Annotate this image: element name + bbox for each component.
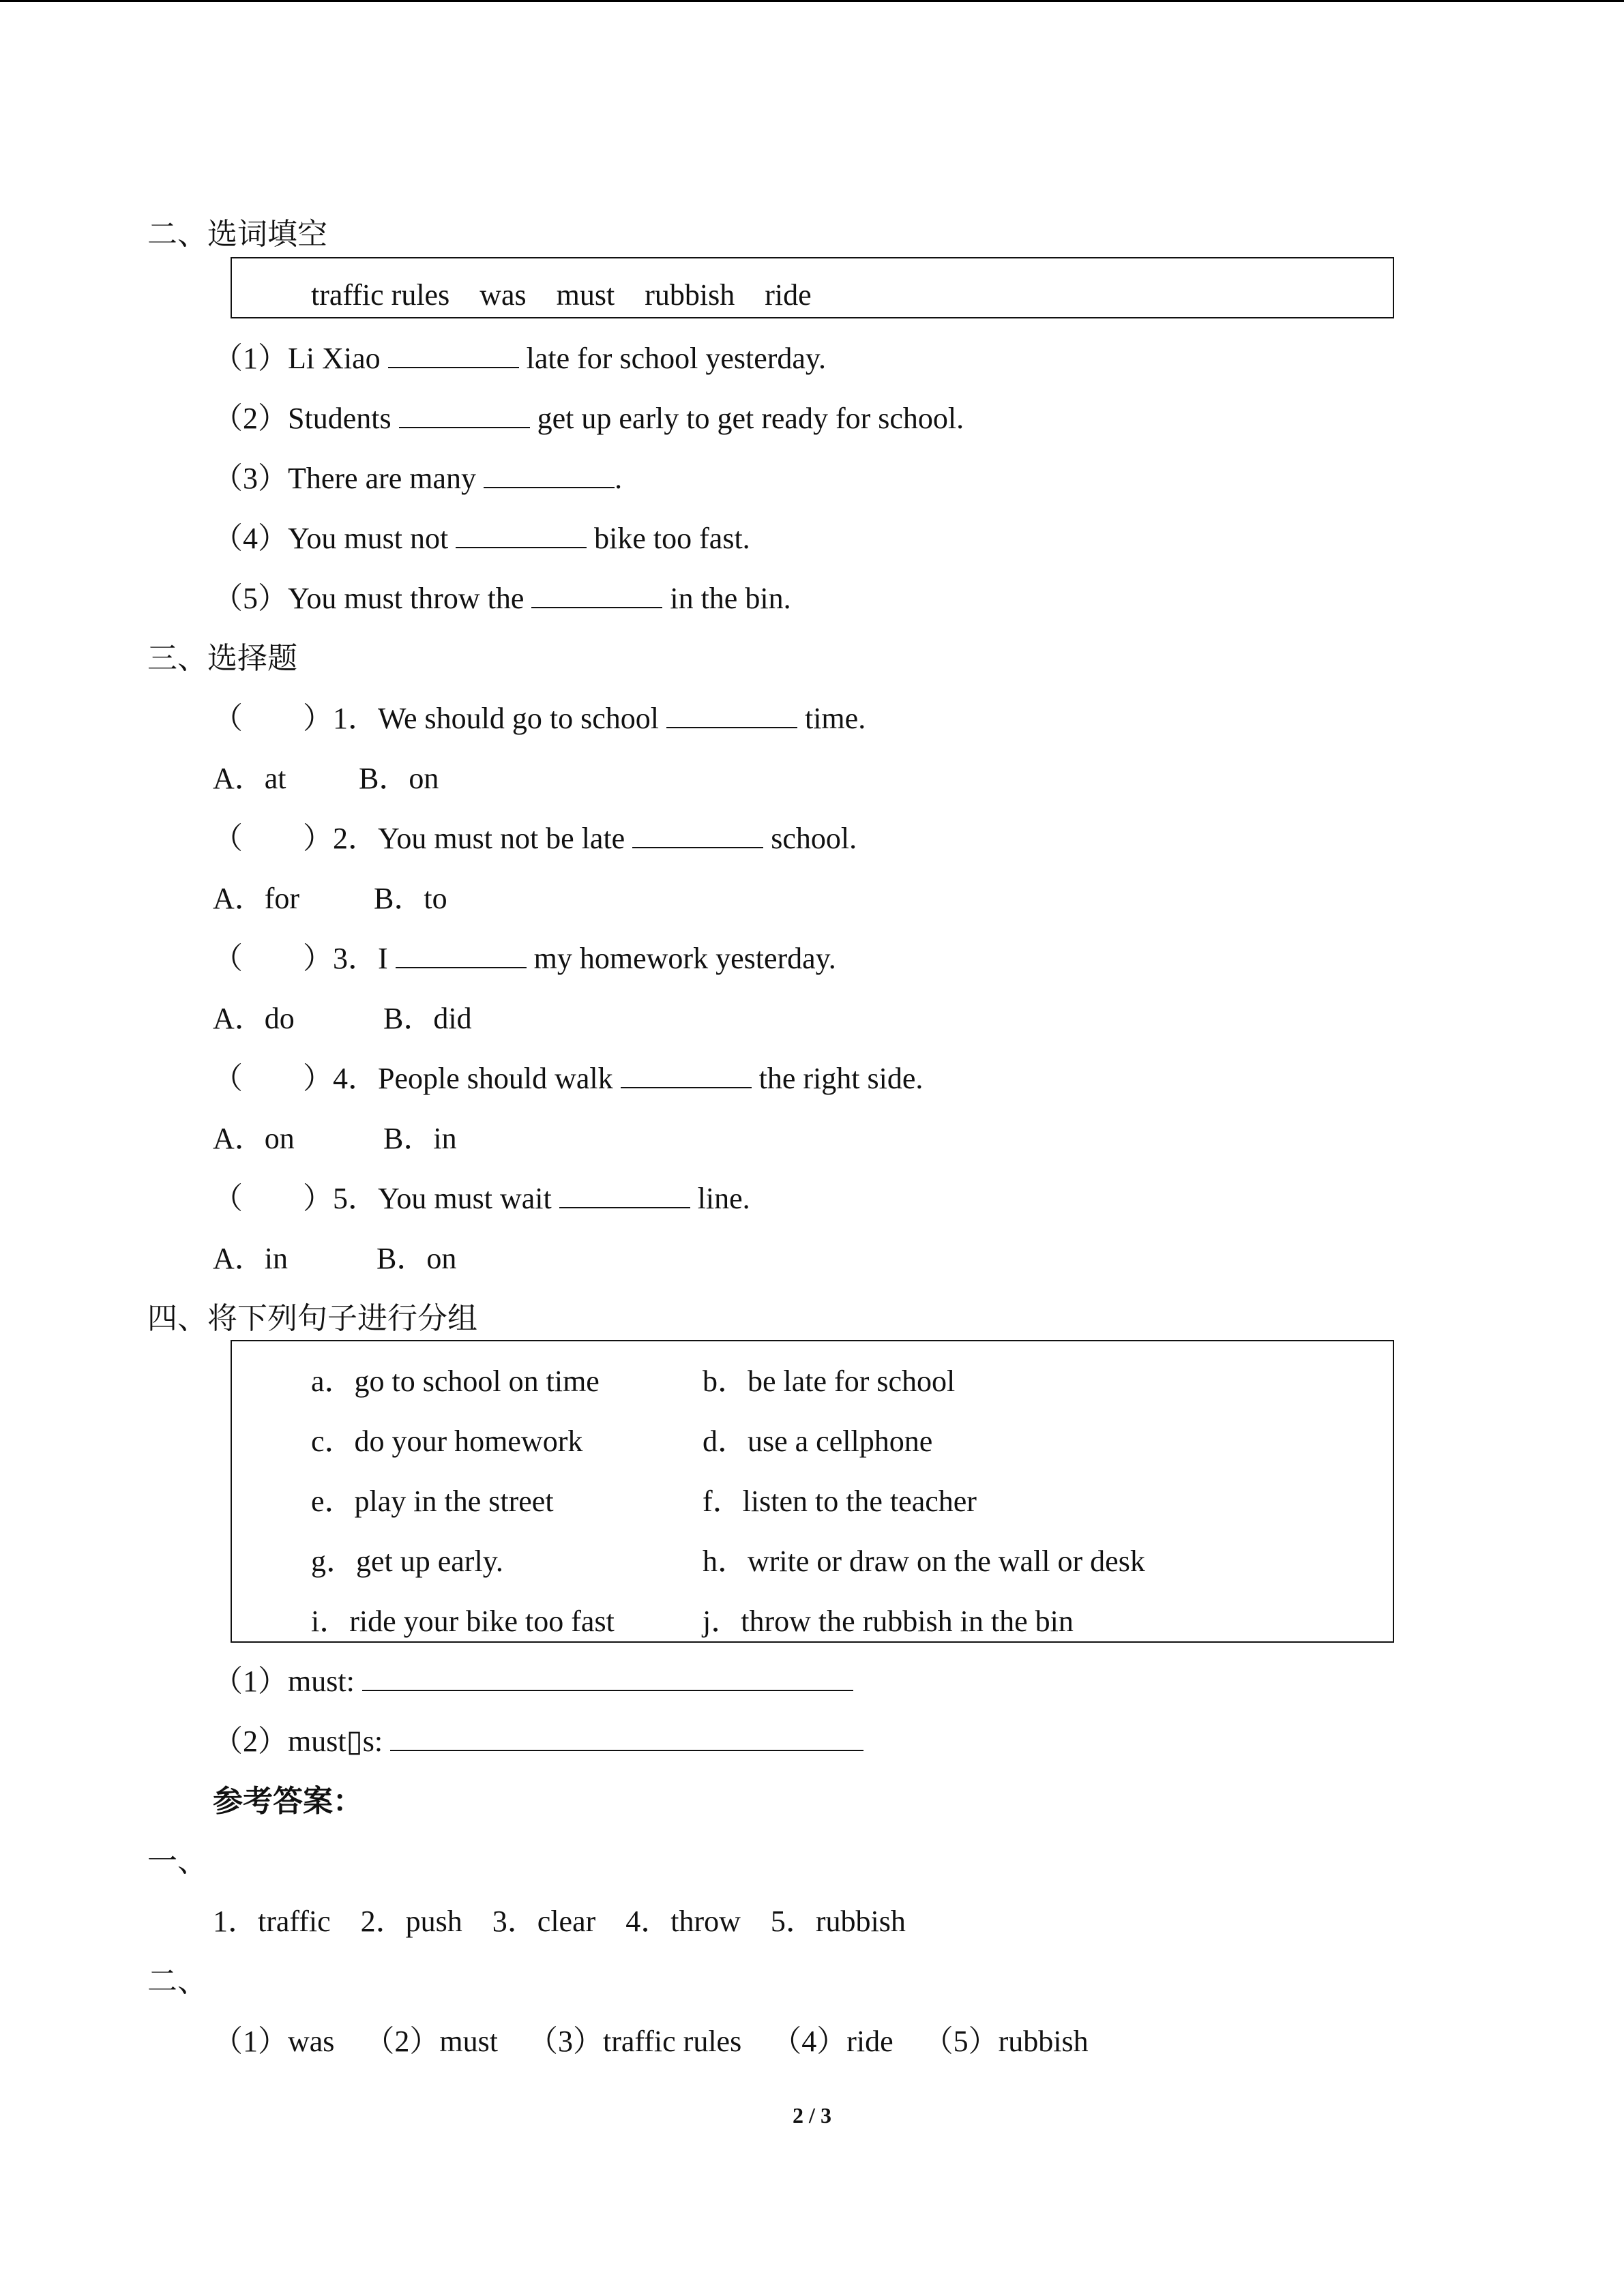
answer-blank	[531, 580, 662, 608]
question-text: You must wait	[378, 1182, 559, 1215]
mc-question-4	[213, 1058, 923, 1099]
question-text: school.	[763, 822, 857, 855]
item-number: （3）	[213, 462, 288, 495]
mc-options-1	[213, 758, 439, 799]
mc-question-2	[213, 818, 857, 859]
answer-blank	[456, 520, 587, 548]
phrase-c: c．do your homework	[311, 1425, 583, 1458]
item-text: Students	[288, 402, 399, 435]
answer-bracket: （ ）4．	[213, 1062, 378, 1095]
mc-options-4	[213, 1118, 457, 1159]
answer-blank	[621, 1060, 752, 1088]
question-text: time.	[797, 702, 866, 735]
item-text: Li Xiao	[288, 342, 388, 375]
group-answer-mustnt	[213, 1721, 863, 1762]
mc-question-5	[213, 1178, 750, 1219]
answer-part2-text: （1）was （2）must （3）traffic rules （4）ride （5）rubbish	[213, 2025, 1089, 2058]
option-b: B．to	[374, 882, 447, 915]
answer-key-title: 参考答案：	[213, 1785, 363, 1818]
answer-blank	[559, 1180, 690, 1208]
fill-item-2	[213, 398, 964, 439]
word-bank-box	[231, 257, 1394, 318]
question-text: the right side.	[751, 1062, 924, 1095]
item-number: （5）	[213, 582, 288, 615]
item-number: （1）	[213, 342, 288, 375]
section2-heading: 二、选词填空	[147, 218, 327, 251]
mc-options-2	[213, 878, 447, 919]
option-b: B．in	[383, 1122, 457, 1155]
phrase-a: a．go to school on time	[311, 1365, 600, 1398]
question-text: People should walk	[378, 1062, 621, 1095]
answer-part1-text: 1．traffic 2．push 3．clear 4．throw 5．rubbish	[213, 1905, 906, 1938]
mc-options-5	[213, 1238, 456, 1279]
phrase-i: i．ride your bike too fast	[311, 1605, 615, 1638]
answer-bracket: （ ）2．	[213, 822, 378, 855]
fill-item-5	[213, 578, 791, 619]
item-text: You must throw the	[288, 582, 532, 615]
page-number: 2 / 3	[793, 2103, 831, 2128]
answer-blank	[632, 820, 763, 848]
option-a: A．for	[213, 882, 300, 915]
phrase-e: e．play in the street	[311, 1485, 554, 1518]
answer-blank	[484, 460, 615, 488]
answer-blank	[388, 340, 519, 368]
answer-part1-label: 一、	[147, 1845, 207, 1878]
phrase-h: h．write or draw on the wall or desk	[703, 1545, 1145, 1578]
option-a: A．on	[213, 1122, 295, 1155]
question-text: I	[378, 942, 396, 975]
answer-blank	[396, 940, 527, 968]
answer-line	[362, 1663, 853, 1691]
top-border-line	[0, 0, 1624, 2]
section3-heading: 三、选择题	[147, 642, 297, 675]
option-a: A．do	[213, 1002, 295, 1035]
item-text: There are many	[288, 462, 484, 495]
group-answer-must	[213, 1661, 853, 1702]
question-text: We should go to school	[378, 702, 666, 735]
question-text: my homework yesterday.	[526, 942, 836, 975]
answer-line	[390, 1723, 863, 1751]
answer-bracket: （ ）3．	[213, 942, 378, 975]
question-text: You must not be late	[378, 822, 633, 855]
answer-blank	[399, 400, 530, 428]
question-text: line.	[690, 1182, 750, 1215]
phrase-b: b．be late for school	[703, 1365, 956, 1398]
word-bank-text: traffic rules was must rubbish ride	[311, 278, 812, 312]
option-b: B．on	[359, 762, 439, 795]
group-label: （2）must▯s:	[213, 1725, 391, 1758]
option-a: A．in	[213, 1242, 288, 1275]
item-text: .	[615, 462, 623, 495]
fill-item-4	[213, 518, 750, 559]
option-b: B．on	[377, 1242, 457, 1275]
section4-heading: 四、将下列句子进行分组	[147, 1302, 477, 1335]
item-number: （2）	[213, 402, 288, 435]
item-number: （4）	[213, 522, 288, 555]
answer-bracket: （ ）5．	[213, 1182, 378, 1215]
group-label: （1）must:	[213, 1665, 362, 1698]
phrase-g: g．get up early.	[311, 1545, 503, 1578]
phrase-f: f．listen to the teacher	[703, 1485, 977, 1518]
item-text: bike too fast.	[587, 522, 750, 555]
item-text: You must not	[288, 522, 456, 555]
option-b: B．did	[383, 1002, 472, 1035]
item-text: late for school yesterday.	[518, 342, 827, 375]
mc-question-3	[213, 938, 836, 979]
answer-bracket: （ ）1．	[213, 702, 378, 735]
item-text: in the bin.	[662, 582, 791, 615]
mc-options-3	[213, 998, 472, 1039]
mc-question-1	[213, 698, 866, 739]
answer-blank	[666, 700, 797, 728]
fill-item-3	[213, 458, 622, 499]
answer-part2-label: 二、	[147, 1965, 207, 1998]
phrase-d: d．use a cellphone	[703, 1425, 933, 1458]
item-text: get up early to get ready for school.	[529, 402, 964, 435]
phrase-j: j．throw the rubbish in the bin	[703, 1605, 1074, 1638]
option-a: A．at	[213, 762, 286, 795]
fill-item-1	[213, 338, 826, 379]
